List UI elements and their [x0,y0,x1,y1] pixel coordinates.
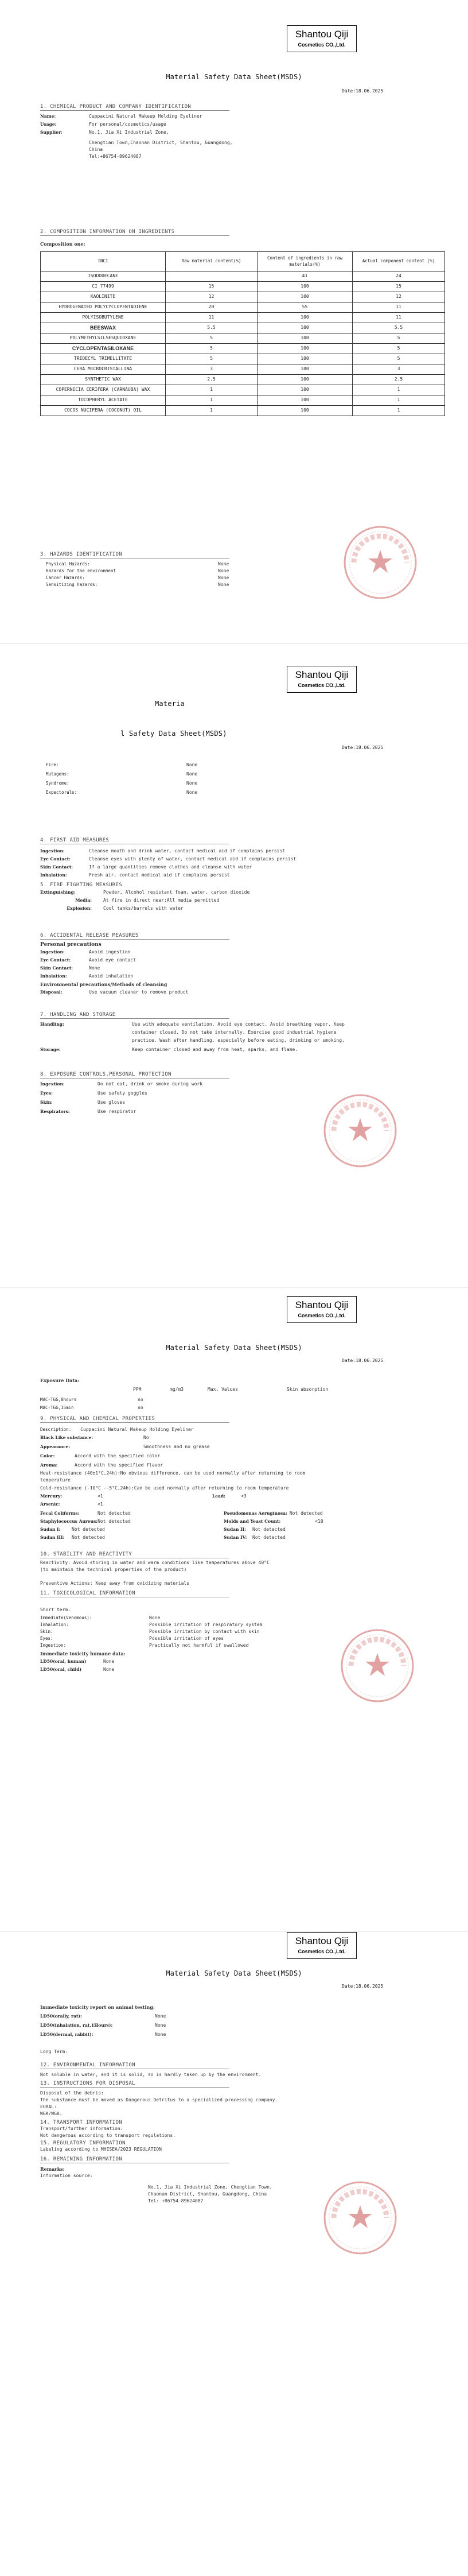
info-row: Eye Contact: Avoid eye contact [40,957,136,963]
ingredient-name-cell: BEESWAX [41,323,166,333]
handling-line: practice. Wash after handling, especially before eating, drinking or smoking. [132,1038,345,1043]
section-divider [40,1018,229,1019]
ingredient-name-cell: CYCLOPENTASILOXANE [41,344,166,354]
information-source-label: Information source: [40,2173,93,2178]
ingredient-value-cell [166,271,258,282]
ingredient-value-cell: 1 [353,406,445,416]
section-9-title: 9. PHYSICAL AND CHEMICAL PROPERTIES [40,1416,155,1422]
table-row [41,385,445,395]
ingredient-value-cell: 12 [353,292,445,302]
human-data-label: Immediate toxicity humane data: [40,1651,126,1656]
ingredient-value-cell: 5 [353,333,445,344]
table-row [41,282,445,292]
ingredient-name-cell: POLYISOBUTYLENE [41,313,166,323]
ingredient-value-cell: 5.5 [166,323,258,333]
info-row: Inhalation: Possible irritation of respiratory system [40,1622,263,1627]
msds-page-2 [0,644,468,1288]
ingredient-value-cell: 100 [258,375,353,385]
ingredient-value-cell: 1 [353,385,445,395]
company-name: Shantou Qiji [295,669,349,680]
ingredient-name-cell: COPERNICIA CERIFERA (CARNAUBA) WAX [41,385,166,395]
disposal-line: Disposal of the debris: [40,2090,104,2096]
metal-row: Mercury: <1 Lead: <3 [40,1493,247,1499]
handling-line: container closed. Do not take internally. Exercise good industrial hygiene [132,1030,337,1035]
ingredient-name-cell: ISODODECANE [41,271,166,282]
company-subtitle: Cosmetics CO.,Ltd. [298,41,346,48]
ingredient-value-cell: 100 [258,354,353,364]
info-row: Physical Hazards: None [46,561,229,567]
regulatory-text: Labeling according to MHISEA/2023 REGULATION [40,2147,162,2152]
info-row: Skin Contact: If a large quantities remove clothes and cleanse with water [40,864,252,870]
info-row: Ingestion: Do not eat, drink or smoke during work [40,1081,203,1087]
transport-line: Transport/further information: [40,2126,123,2131]
ingredient-value-cell: 55 [258,302,353,313]
section-divider [40,1422,229,1423]
exposure-header: mg/m3 [170,1387,184,1392]
info-row: Ingestion: Cleanse mouth and drink water, contact medical aid if complains persist [40,848,285,854]
info-row: Handling: [40,1022,64,1027]
company-subtitle: Cosmetics CO.,Ltd. [298,1312,346,1318]
ingredient-value-cell: 2.5 [166,375,258,385]
environmental-text: Not soluble in water, and it is solid, so is hardly taken up by the environment. [40,2072,262,2077]
table-row [41,364,445,375]
document-date: Date:18.06.2025 [342,1358,384,1363]
section-divider [40,110,229,111]
info-row: Skin: Use gloves [40,1100,126,1105]
company-seal-stamp [321,1092,399,1170]
info-row: Eyes: Use safety goggles [40,1091,147,1096]
address-line: Tel:+86754-89624087 [89,154,142,159]
ingredient-value-cell: 100 [258,323,353,333]
ingredient-value-cell: 5 [166,354,258,364]
transport-line: Not dangerous according to transport regulations. [40,2133,176,2138]
reactivity-line: (to maintain the technical properties of the product) [40,1567,187,1572]
ingredient-value-cell: 11 [353,313,445,323]
ingredient-name-cell: COCOS NUCIFERA (COCONUT) OIL [41,406,166,416]
column-header: Content of ingredients in raw materials(%) [258,252,353,271]
table-row [41,333,445,344]
info-row: Eye Contact: Cleanse eyes with plenty of water, contact medical aid if complains persist [40,856,297,862]
info-row: MAC-TGG,8hours no [40,1397,143,1402]
info-row: Syndrome: None [46,781,198,786]
section-divider [40,235,229,236]
ingredient-value-cell: 5 [166,344,258,354]
cold-resistance-line: Cold-resistance (-10°C ~-5°C,24h):Can be used normally after returning to room temperature [40,1485,289,1491]
info-row: Respirators: Use respirator [40,1109,136,1114]
info-row: Media: At fire in direct near:All media permitted [75,898,220,903]
ingredient-value-cell: 100 [258,344,353,354]
company-subtitle: Cosmetics CO.,Ltd. [298,1948,346,1954]
table-row [41,406,445,416]
info-row: Hazards for the environment None [46,568,229,573]
section-5-title: 5. FIRE FIGHTING MEASURES [40,882,122,888]
ingredient-value-cell: 5 [353,354,445,364]
reactivity-line: Reactivity: Avoid storing in water and warm conditions like temperatures above 40°C [40,1560,270,1565]
micro-row: Sudan III: Not detected Sudan IV: Not detected [40,1535,286,1540]
section-16-title: 16. REMAINING INFORMATION [40,2156,122,2162]
info-row: Aroma: Accord with the specified flavor [40,1462,163,1468]
info-row: Cancer Hazards: None [46,575,229,580]
ingredient-name-cell: KAOLINITE [41,292,166,302]
remarks-label: Remarks: [40,2166,65,2172]
ingredient-name-cell: CI 77499 [41,282,166,292]
info-row: Ingestion: Avoid ingestion [40,949,131,955]
section-13-title: 13. INSTRUCTIONS FOR DISPOSAL [40,2081,135,2086]
page-title: Material Safety Data Sheet(MSDS) [166,1344,302,1352]
document-date: Date:18.06.2025 [342,745,384,750]
ingredient-value-cell: 11 [166,313,258,323]
ingredient-value-cell: 1 [166,395,258,406]
page-title: Material Safety Data Sheet(MSDS) [166,73,302,81]
ingredient-name-cell: TRIDECYL TRIMELLITATE [41,354,166,364]
company-logo [287,1932,357,1959]
info-row: Storage: Keep container closed and away from heat, sparks, and flame. [40,1047,298,1052]
info-row: MAC-TGG,15min no [40,1405,143,1410]
heat-resistance-line: temperature [40,1477,71,1483]
document-date: Date:18.06.2025 [342,88,384,94]
disposal-line: WGK/WGA: [40,2111,63,2116]
company-name: Shantou Qiji [295,1299,349,1310]
micro-row: Staphylococcus Aureus:Not detected Molds and Yeast Count: <10 [40,1519,323,1524]
company-seal-stamp [341,523,419,602]
table-row [41,313,445,323]
ingredient-value-cell: 41 [258,271,353,282]
msds-page-1 [0,0,468,644]
exposure-header: Skin absorption [287,1387,329,1392]
address-line: Tel: +86754-89624087 [148,2198,204,2203]
section-7-title: 7. HANDLING AND STORAGE [40,1012,116,1018]
page-title-fragment: Materia [155,700,185,708]
info-row: Name: Cuppacini Natural Makeup Holding Eyeliner [40,114,202,119]
ingredient-value-cell: 100 [258,292,353,302]
table-row [41,375,445,385]
preventive-actions: Preventive Actions: Keep away from oxidizing materials [40,1581,190,1586]
info-row: Supplier: No.1, Jia Xi Industrial Zone, [40,130,169,135]
company-subtitle: Cosmetics CO.,Ltd. [298,682,346,688]
exposure-title: Exposure Data: [40,1378,80,1383]
info-row: Usage: For personal/cosmetics/usage [40,122,166,127]
section-1-title: 1. CHEMICAL PRODUCT AND COMPANY IDENTIFICATION [40,104,192,110]
msds-page-3 [0,1288,468,1932]
subsection-title: Personal precautions [40,942,102,948]
ingredient-value-cell: 100 [258,313,353,323]
info-row: LD50(inhalation, rat,1Hours): None [40,2023,166,2028]
section-14-title: 14. TRANSPORT INFORMATION [40,2120,122,2125]
ingredient-value-cell: 12 [166,292,258,302]
ingredient-value-cell: 100 [258,364,353,375]
info-row: Skin Contact: None [40,965,100,971]
info-row: LD50(orally, rat): None [40,2014,166,2019]
company-seal-stamp [321,2179,399,2257]
info-row: LD50(dermal, rabbit): None [40,2032,166,2037]
info-row: Inhalation: Avoid inhalation [40,973,134,979]
msds-page-4 [0,1932,468,2576]
info-row: Appearance: Smoothness and no grease [40,1444,210,1449]
ingredient-value-cell: 100 [258,395,353,406]
section-15-title: 15. REGULATORY INFORMATION [40,2140,126,2146]
composition-subtitle: Composition one: [40,241,85,247]
handling-line: Use with adequate ventilation. Avoid eye contact. Avoid breathing vapor. Keep [132,1022,345,1027]
info-row: Mutagens: None [46,771,198,777]
ingredient-value-cell: 3 [166,364,258,375]
table-row [41,354,445,364]
ingredient-value-cell: 1 [166,385,258,395]
ingredient-value-cell: 5.5 [353,323,445,333]
animal-testing-label: Immediate toxicity report on animal testing: [40,2004,155,2010]
ingredient-value-cell: 24 [353,271,445,282]
section-11-title: 11. TOXICOLOGICAL INFORMATION [40,1590,135,1596]
info-row: LD50(oral, child) None [40,1667,115,1672]
heat-resistance-line: Heat-resistance (40±1°C,24h):No obvious difference, can be used normally after returning to room [40,1471,306,1476]
micro-row: Sudan I: Not detected Sudan II: Not detected [40,1527,286,1532]
info-row: Eyes: Possible irritation of eyes [40,1636,224,1641]
info-row: Immediate(Venomous): None [40,1615,161,1620]
table-row [41,292,445,302]
ingredient-value-cell: 5 [353,344,445,354]
short-term-label: Short term: [40,1607,71,1612]
page-title: l Safety Data Sheet(MSDS) [120,730,227,738]
exposure-header: Max. Values [208,1387,238,1392]
section-6-title: 6. ACCIDENTAL RELEASE MEASURES [40,933,139,938]
ingredient-value-cell: 11 [353,302,445,313]
ingredient-name-cell: SYNTHETIC WAX [41,375,166,385]
section-12-title: 12. ENVIRONMENTAL INFORMATION [40,2062,135,2068]
ingredient-name-cell: POLYMETHYLSILSESQUIOXANE [41,333,166,344]
ingredient-name-cell: HYDROGENATED POLYCYCLOPENTADIENE [41,302,166,313]
info-row: LD50(oral, human) None [40,1659,115,1664]
address-line: Chaonan District, Shantou, Guangdong, China [148,2191,267,2197]
ingredient-value-cell: 5 [166,333,258,344]
address-line: Chengtian Town,Chaonan District, Shantou, Guangdong, [89,140,233,145]
ingredient-value-cell: 100 [258,385,353,395]
address-line: No.1, Jia Xi Industrial Zone, Chengtian Town, [148,2185,272,2190]
info-row: Color: Accord with the specified color [40,1453,161,1458]
long-term-label: Long Term: [40,2049,68,2054]
composition-table-body [41,271,445,416]
info-row: Explosion: Cool tanks/barrels with water [67,906,184,911]
disposal-line: The substance must be moved as Dangerous Detritus to a specialized processing company. [40,2097,278,2102]
table-row [41,271,445,282]
company-seal-stamp [338,1627,416,1705]
ingredient-value-cell: 15 [166,282,258,292]
ingredient-value-cell: 15 [353,282,445,292]
company-logo [287,1296,357,1323]
info-row: Skin: Possible irritation by contact with skin [40,1629,260,1634]
address-line: China [89,147,103,152]
subsection-title: Environmental precautions/Methods of cleansing [40,981,167,987]
table-row [41,323,445,333]
info-row: Extinguishing: Powder, Alcohol resistant foam, water, carbon dioxide [40,890,250,895]
info-row: Expectorals: None [46,790,198,795]
info-row: Disposal: Use vacuum cleaner to remove product [40,990,189,995]
table-header-row [41,252,445,271]
table-row [41,395,445,406]
ingredient-value-cell: 20 [166,302,258,313]
info-row: Ingestion: Practically not harmful if swallowed [40,1643,249,1648]
info-row: Fire: None [46,762,198,767]
ingredient-value-cell: 1 [353,395,445,406]
column-header: INCI [41,252,166,271]
table-row [41,344,445,354]
composition-table [40,251,445,416]
table-row [41,302,445,313]
ingredient-value-cell: 100 [258,406,353,416]
exposure-header: PPM [133,1387,142,1392]
page-title: Material Safety Data Sheet(MSDS) [166,1969,302,1977]
company-logo [287,25,357,52]
document-date: Date:18.06.2025 [342,1984,384,1989]
ingredient-value-cell: 100 [258,282,353,292]
section-10-title: 10. STABILITY AND REACTIVITY [40,1551,132,1557]
info-row: Inhalation: Fresh air, contact medical aid if complains persist [40,872,230,878]
column-header: Actual component content (%) [353,252,445,271]
info-row: Description: Cuppacini Natural Makeup Holding Eyeliner [40,1427,194,1432]
section-3-title: 3. HAZARDS IDENTIFICATION [40,552,122,557]
section-2-title: 2. COMPOSITION INFORMATION ON INGREDIENTS [40,229,175,235]
company-name: Shantou Qiji [295,29,349,40]
ingredient-name-cell: CERA MICROCRISTALLINA [41,364,166,375]
section-divider [40,939,229,940]
ingredient-value-cell: 3 [353,364,445,375]
section-8-title: 8. EXPOSURE CONTROLS,PERSONAL PROTECTION [40,1072,171,1077]
ingredient-value-cell: 1 [166,406,258,416]
section-divider [40,2087,229,2088]
ingredient-value-cell: 2.5 [353,375,445,385]
ingredient-name-cell: TOCOPHERYL ACETATE [41,395,166,406]
company-logo [287,666,357,693]
info-row: Black Like substance: No [40,1435,149,1440]
section-4-title: 4. FIRST AID MEASURES [40,837,110,843]
company-name: Shantou Qiji [295,1935,349,1946]
disposal-line: EURAL: [40,2104,57,2109]
column-header: Raw material content(%) [166,252,258,271]
info-row: Sensitizing hazards: None [46,582,229,587]
ingredient-value-cell: 100 [258,333,353,344]
metal-row: Arsenic: <1 [40,1502,103,1507]
micro-row: Fecal Coliforms: Not detected Pseudomonas Aeruginosa: Not detected [40,1511,323,1516]
